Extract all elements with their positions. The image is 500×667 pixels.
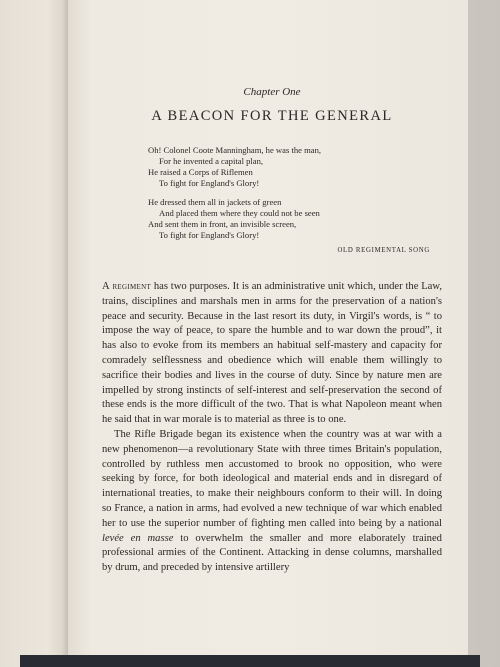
book-page [68, 0, 468, 667]
verse-line: To fight for England's Glory! [159, 178, 260, 188]
verse-line: He dressed them all in jackets of green [148, 197, 282, 207]
verse-stanza-1 [148, 145, 442, 189]
epigraph-verse [148, 145, 442, 241]
verse-stanza-2 [148, 197, 442, 241]
paragraph-text: has two purposes. It is an administrative unit which, under the Law, trains, disciplines and marshals men in arms for the preservation of a nation's peace and security. Because in the last resort its duty, in Virgil's words, is “ to impose the way of peace, to spare the humble and to war down the proud”, it has also to evoke from its members an habitual self-mastery and capacity for comradely selflessness and obedience which will enable them willingly to sacrifice their bodies and lives in the course of duty. Since by nature men are impelled by strong instincts of self-interest and self-preservation the second of these ends is the more difficult of the two. That is what Napoleon meant when he said that in war morale is to material as three is to one. [102, 281, 442, 426]
book-cover-edge [20, 655, 480, 667]
verse-line: To fight for England's Glory! [159, 230, 260, 240]
paragraph-text: to overwhelm the smaller and more elaborately trained professional armies of the Continent. Attacking in dense columns, marshalled by drum, and preceded by intensive artillery [102, 532, 442, 574]
italic-phrase: levée en masse [102, 532, 174, 544]
paragraph-2 [102, 428, 442, 576]
body-text [102, 280, 442, 576]
verse-line: He raised a Corps of Riflemen [148, 167, 253, 177]
verse-line: And placed them where they could not be seen [159, 208, 320, 218]
paragraph-lead: A regiment [102, 281, 152, 292]
verse-attribution: OLD REGIMENTAL SONG [337, 247, 430, 254]
chapter-label: Chapter One [243, 86, 301, 98]
verse-line: For he invented a capital plan, [159, 156, 264, 166]
page-content [102, 80, 442, 576]
left-page-edge [0, 0, 68, 667]
verse-line: Oh! Colonel Coote Manningham, he was the man, [148, 145, 322, 155]
chapter-title: A BEACON FOR THE GENERAL [151, 108, 393, 124]
paragraph-text: The Rifle Brigade began its existence when the country was at war with a new phenomenon—a revolutionary State with three times Britain's population, controlled by ruthless men accustomed to brook no opposition, who were seeking by force, for both ideological and material ends and in disregard of international treaties, to make their neighbours conform to their will. In doing so France, a nation in arms, had evolved a new technique of war which enabled her to use the superior number of fighting men called into being by a national [102, 428, 442, 529]
paragraph-1 [102, 280, 442, 428]
verse-line: And sent them in front, an invisible screen, [148, 219, 297, 229]
